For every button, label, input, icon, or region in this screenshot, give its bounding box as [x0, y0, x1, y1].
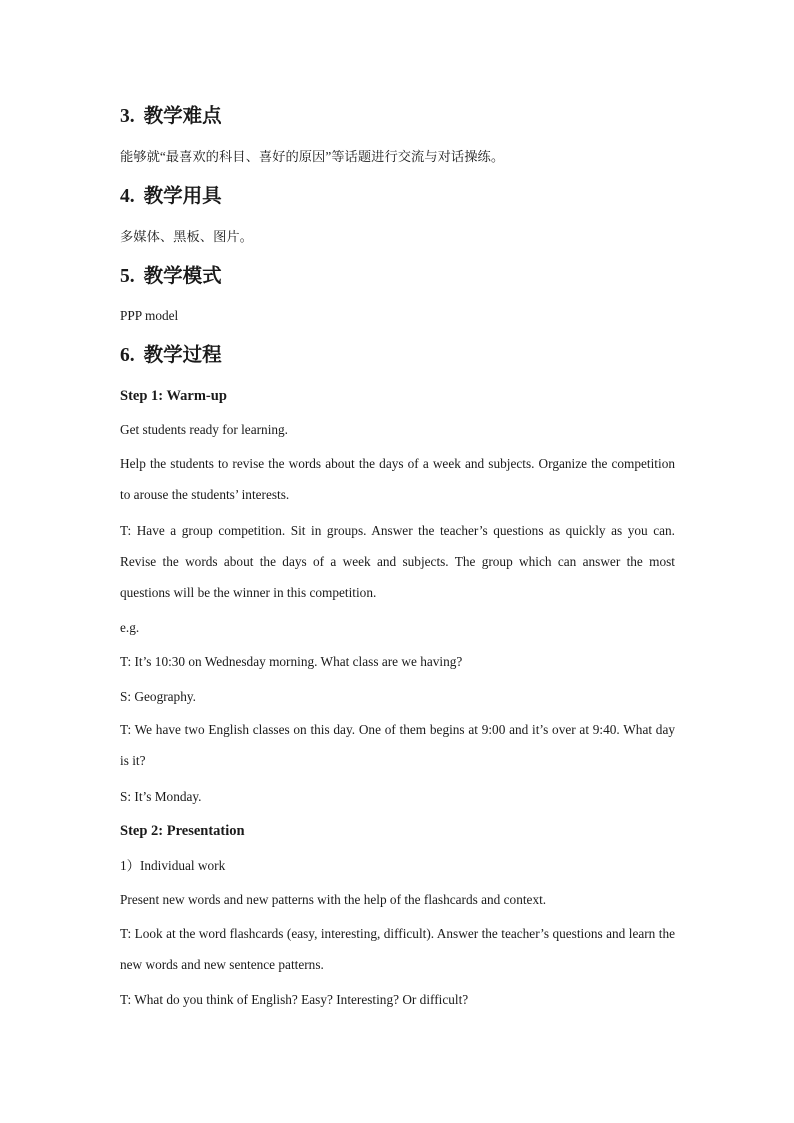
dialogue-line: S: Geography. [120, 689, 196, 704]
step1-eg: e.g. [120, 620, 140, 635]
step1-teacher-instruction: T: Have a group competition. Sit in groups. Answer the teacher’s questions as quickly as you can. Revise the words about the days of a week and subjects. The group which can answer the most questions will be the winner in this competition. [120, 523, 675, 600]
section-title: 教学用具 [143, 186, 222, 207]
section-heading-mode [120, 264, 675, 290]
step2-part1: 1）Individual work [120, 858, 226, 873]
section-heading-tools [120, 184, 675, 210]
dialogue-line: T: We have two English classes on this day. One of them begins at 9:00 and it’s over at 9:40. What day is it? [120, 722, 675, 768]
section-title: 教学过程 [143, 345, 222, 366]
step1-goal: Get students ready for learning. [120, 422, 289, 437]
section-number: 4. [120, 186, 135, 207]
section-title: 教学模式 [143, 266, 222, 287]
mode-text: PPP model [120, 308, 179, 323]
step1-help: Help the students to revise the words about the days of a week and subjects. Organize the competition to arouse the students’ interests. [120, 456, 675, 502]
section-heading-process [120, 343, 675, 369]
section-title: 教学难点 [143, 106, 222, 127]
step1-title: Step 1: Warm-up [120, 388, 227, 404]
step2-question: T: What do you think of English? Easy? Interesting? Or difficult? [120, 992, 469, 1007]
section-number: 3. [120, 106, 135, 127]
tools-text: 多媒体、黑板、图片。 [120, 229, 253, 244]
step2-teacher-instruction: T: Look at the word flashcards (easy, interesting, difficult). Answer the teacher’s questions and learn the new words and new sentence patterns. [120, 926, 675, 972]
step2-goal: Present new words and new patterns with the help of the flashcards and context. [120, 892, 547, 907]
section-number: 5. [120, 266, 135, 287]
section-heading-difficulty [120, 104, 675, 130]
dialogue-line: S: It’s Monday. [120, 789, 202, 804]
dialogue-line: T: It’s 10:30 on Wednesday morning. What class are we having? [120, 654, 463, 669]
difficulty-text: 能够就“最喜欢的科目、喜好的原因”等话题进行交流与对话操练。 [120, 149, 505, 164]
section-number: 6. [120, 345, 135, 366]
step2-title: Step 2: Presentation [120, 823, 245, 839]
